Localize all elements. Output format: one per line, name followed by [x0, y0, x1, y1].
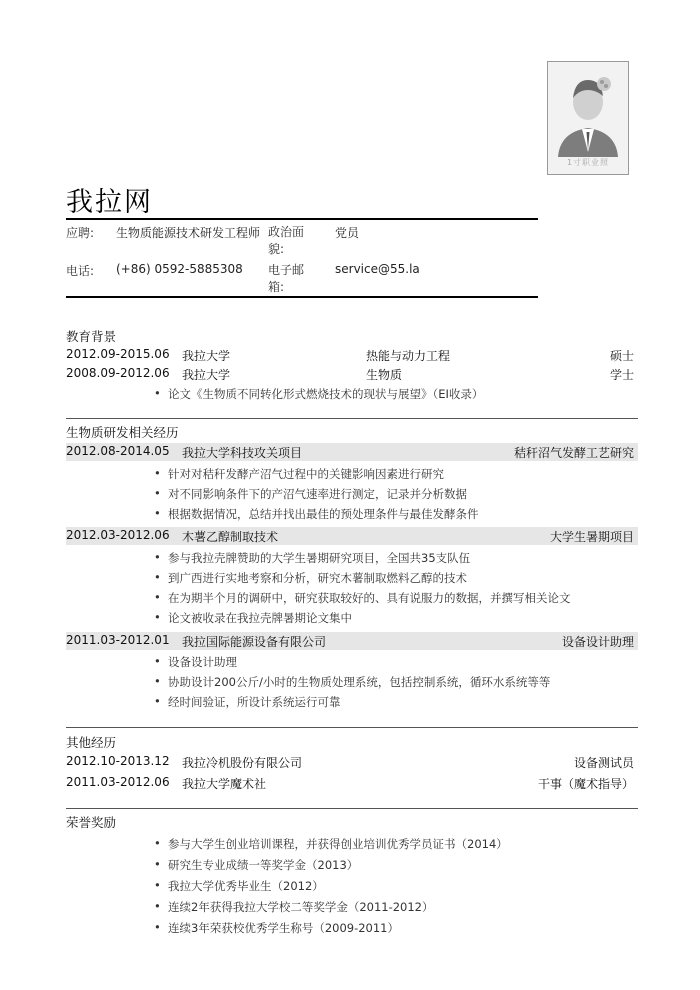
research-bullet: • 针对对秸秆发酵产沼气过程中的关键影响因素进行研究	[168, 466, 444, 482]
candidate-name: 我拉网	[66, 187, 153, 218]
research-org: 我拉大学科技攻关项目	[182, 446, 303, 460]
research-bullet: • 根据数据情况，总结并找出最佳的预处理条件与最佳发酵条件	[168, 506, 479, 522]
header-bottom-rule	[66, 296, 538, 298]
header-top-rule	[66, 218, 538, 220]
research-bullet: • 在为期半个月的调研中，研究获取较好的、具有说服力的数据，并撰写相关论文	[168, 590, 571, 606]
education-bullet: • 论文《生物质不同转化形式燃烧技术的现状与展望》（EI收录）	[168, 386, 483, 402]
research-date: 2012.03-2012.06	[66, 528, 170, 542]
award-bullet: • 我拉大学优秀毕业生（2012）	[168, 878, 324, 894]
award-bullet: • 连续2年获得我拉大学校二等奖学金（2011-2012）	[168, 899, 434, 915]
education-date: 2012.09-2015.06	[66, 347, 170, 361]
other-date: 2011.03-2012.06	[66, 775, 170, 789]
research-item-header	[66, 632, 638, 650]
research-role: 秸秆沼气发酵工艺研究	[513, 446, 634, 460]
research-item-header	[66, 443, 638, 461]
research-bullet: • 参与我拉壳牌赞助的大学生暑期研究项目，全国共35支队伍	[168, 550, 470, 566]
profile-photo	[547, 61, 629, 175]
research-item-header	[66, 527, 638, 545]
other-org: 我拉冷机股份有限公司	[182, 756, 303, 770]
award-bullet: • 连续3年荣获校优秀学生称号（2009-2011）	[168, 920, 399, 936]
email-label: 电子邮箱:	[268, 263, 305, 294]
other-org: 我拉大学魔术社	[182, 777, 267, 791]
photo-caption: 1寸职业照	[566, 158, 610, 167]
research-bullet: • 设备设计助理	[168, 654, 237, 670]
research-org: 我拉国际能源设备有限公司	[182, 635, 327, 649]
other-title: 其他经历	[66, 735, 117, 750]
education-title: 教育背景	[66, 329, 117, 344]
research-title: 生物质研发相关经历	[66, 425, 179, 440]
research-org: 木薯乙醇制取技术	[182, 530, 279, 544]
email-value: service@55.la	[335, 262, 420, 276]
research-bullet: • 论文被收录在我拉壳牌暑期论文集中	[168, 610, 352, 626]
research-bullet: • 协助设计200公斤/小时的生物质处理系统，包括控制系统，循环水系统等等	[168, 674, 550, 690]
education-degree: 硕士	[609, 349, 634, 363]
education-degree: 学士	[609, 368, 634, 382]
other-role: 干事（魔术指导）	[537, 777, 634, 791]
phone-label: 电话:	[66, 264, 95, 278]
education-school: 我拉大学	[182, 349, 231, 363]
section-divider	[66, 727, 638, 728]
section-divider	[66, 808, 638, 809]
research-role: 设备设计助理	[561, 635, 634, 649]
education-major: 生物质	[366, 368, 403, 382]
research-bullet: • 经时间验证，所设计系统运行可靠	[168, 694, 341, 710]
education-school: 我拉大学	[182, 368, 231, 382]
research-date: 2011.03-2012.01	[66, 633, 170, 647]
other-date: 2012.10-2013.12	[66, 754, 170, 768]
phone-value: (+86) 0592-5885308	[116, 262, 243, 276]
education-row	[66, 346, 638, 364]
award-bullet: • 参与大学生创业培训课程，并获得创业培训优秀学员证书（2014）	[168, 836, 508, 852]
other-row	[66, 753, 638, 771]
other-row	[66, 774, 638, 792]
section-divider	[66, 418, 638, 419]
apply-value: 生物质能源技术研发工程师	[116, 226, 261, 240]
education-date: 2008.09-2012.06	[66, 366, 170, 380]
apply-label: 应聘:	[66, 226, 95, 240]
politics-label: 政治面貌:	[268, 225, 305, 256]
research-bullet: • 对不同影响条件下的产沼气速率进行测定，记录并分析数据	[168, 486, 467, 502]
award-bullet: • 研究生专业成绩一等奖学金（2013）	[168, 857, 358, 873]
research-role: 大学生暑期项目	[549, 530, 634, 544]
other-role: 设备测试员	[573, 756, 634, 770]
education-row	[66, 365, 638, 383]
education-major: 热能与动力工程	[366, 349, 451, 363]
research-bullet: • 到广西进行实地考察和分析，研究木薯制取燃料乙醇的技术	[168, 570, 467, 586]
awards-title: 荣誉奖励	[66, 815, 117, 830]
politics-value: 党员	[335, 226, 360, 240]
research-date: 2012.08-2014.05	[66, 444, 170, 458]
